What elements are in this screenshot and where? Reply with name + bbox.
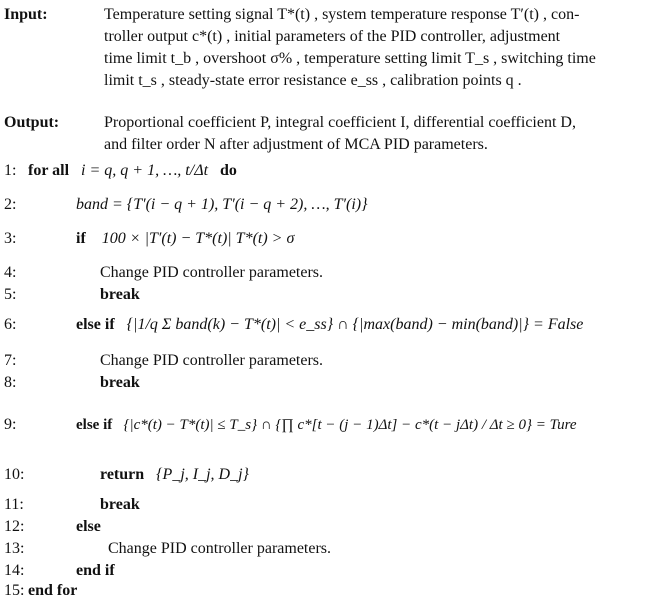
keyword-break: break bbox=[100, 374, 140, 391]
line-number: 4: bbox=[4, 264, 17, 281]
input-description bbox=[104, 4, 644, 92]
line-number: 1: bbox=[4, 162, 17, 179]
input-block bbox=[4, 4, 644, 96]
line-number: 5: bbox=[4, 286, 17, 303]
line-number: 9: bbox=[4, 416, 17, 433]
line-number: 15: bbox=[4, 582, 25, 599]
line-number: 8: bbox=[4, 374, 17, 391]
input-line-3: time limit t_b , overshoot σ% , temperature setting limit T_s , switching time bbox=[104, 50, 596, 67]
keyword-end-for: end for bbox=[28, 582, 78, 599]
line-number: 2: bbox=[4, 196, 17, 213]
line-number: 11: bbox=[4, 496, 24, 513]
input-label: Input: bbox=[4, 6, 48, 23]
keyword-else: else bbox=[76, 518, 101, 535]
input-line-1: Temperature setting signal T*(t) , system temperature response T′(t) , con- bbox=[104, 6, 580, 23]
return-value: {P_j, I_j, D_j} bbox=[156, 466, 249, 483]
steady-state-condition: {|1/q Σ band(k) − T*(t)| < e_ss} ∩ {|max(band) − min(band)|} = False bbox=[126, 316, 584, 333]
line-number: 7: bbox=[4, 352, 17, 369]
keyword-for-all: for all bbox=[28, 162, 70, 179]
action-text: Change PID controller parameters. bbox=[100, 264, 324, 281]
keyword-if: if bbox=[76, 230, 86, 247]
keyword-else-if: else if bbox=[76, 316, 115, 333]
output-description bbox=[104, 112, 644, 156]
action-text: Change PID controller parameters. bbox=[100, 352, 324, 369]
input-line-2: troller output c*(t) , initial parameters of the PID controller, adjustment bbox=[104, 28, 561, 45]
line-number: 6: bbox=[4, 316, 17, 333]
loop-range: i = q, q + 1, …, t/Δt bbox=[81, 162, 209, 179]
line-number: 14: bbox=[4, 562, 25, 579]
keyword-break: break bbox=[100, 496, 140, 513]
line-number: 10: bbox=[4, 466, 25, 483]
keyword-do: do bbox=[220, 162, 237, 179]
line-number: 13: bbox=[4, 540, 25, 557]
line-number: 12: bbox=[4, 518, 25, 535]
input-line-4: limit t_s , steady-state error resistance e_ss , calibration points q . bbox=[104, 72, 522, 89]
overshoot-condition: 100 × |T′(t) − T*(t)| T*(t) > σ bbox=[101, 230, 295, 247]
action-text: Change PID controller parameters. bbox=[108, 540, 332, 557]
line-number: 3: bbox=[4, 230, 17, 247]
band-definition: band = {T′(i − q + 1), T′(i − q + 2), …, T′(i)} bbox=[76, 196, 368, 213]
keyword-break: break bbox=[100, 286, 140, 303]
keyword-return: return bbox=[100, 466, 145, 483]
output-line-2: and filter order N after adjustment of MCA PID parameters. bbox=[104, 136, 488, 153]
output-line-1: Proportional coefficient P, integral coefficient I, differential coefficient D, bbox=[104, 114, 576, 131]
switching-condition: {|c*(t) − T*(t)| ≤ T_s} ∩ {∏ c*[t − (j − 1)Δt] − c*(t − jΔt) / Δt ≥ 0} = Ture bbox=[123, 417, 577, 433]
output-block bbox=[4, 112, 644, 158]
keyword-else-if: else if bbox=[76, 417, 113, 433]
keyword-end-if: end if bbox=[76, 562, 115, 579]
output-label: Output: bbox=[4, 114, 60, 131]
